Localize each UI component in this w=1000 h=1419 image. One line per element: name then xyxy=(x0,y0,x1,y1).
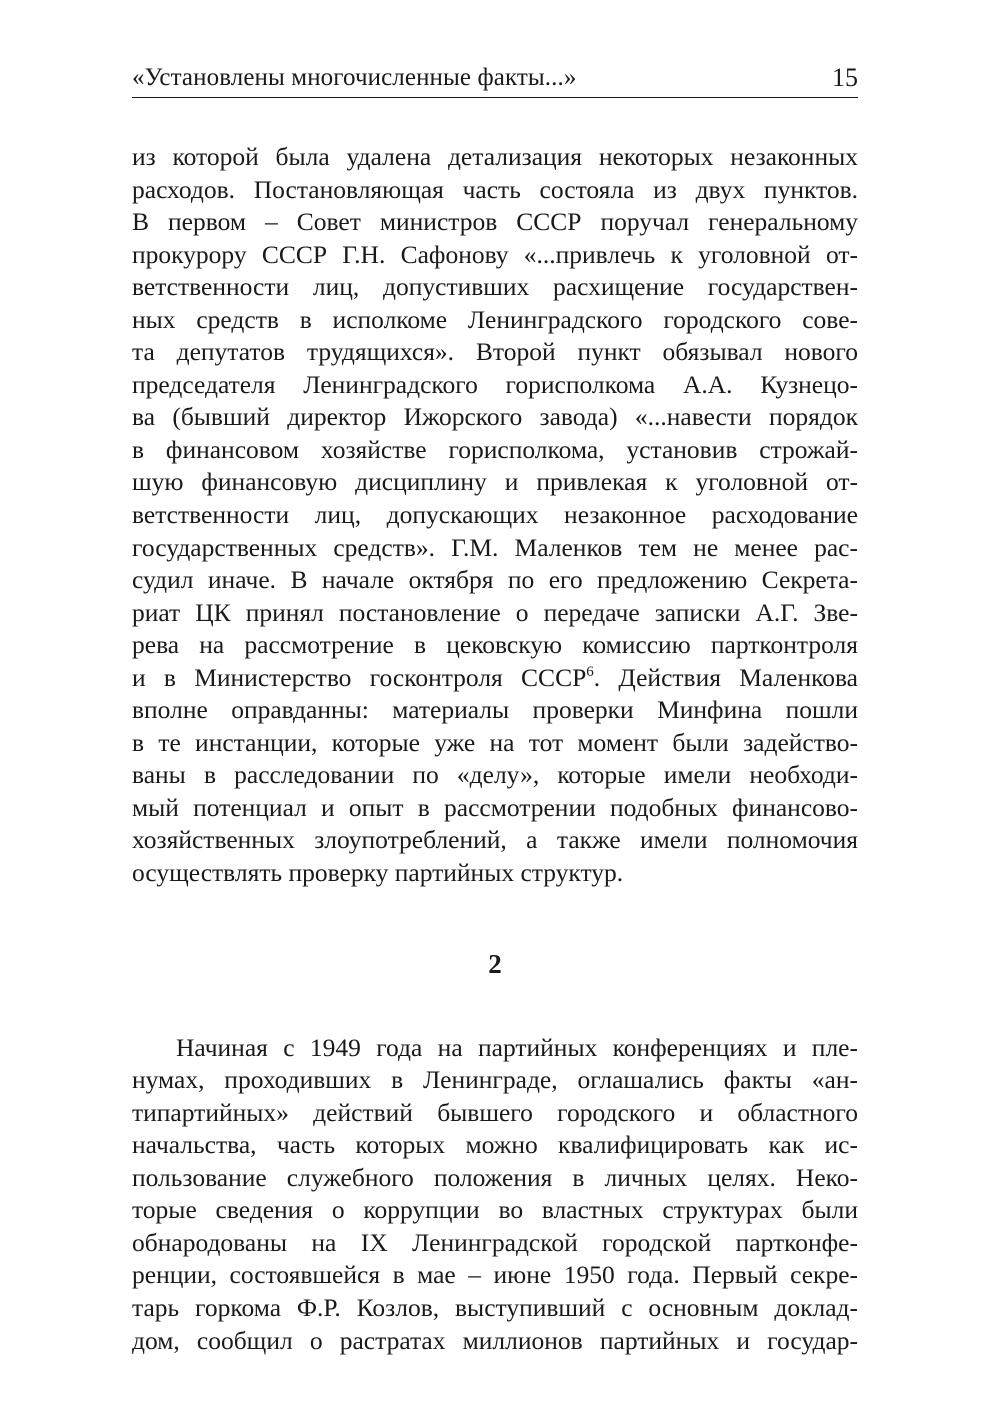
text-line: мый потенциал и опыт в рассмотрении подобных финансово- xyxy=(132,792,858,822)
text-line: обнародованы на IX Ленинградской городской партконфе- xyxy=(132,1227,858,1257)
text-line: осуществлять проверку партийных структур. xyxy=(132,858,624,888)
text-line: тарь горкома Ф.Р. Козлов, выступивший с основным доклад- xyxy=(132,1292,858,1322)
text-line: та депутатов трудящихся». Второй пункт обязывал нового xyxy=(132,337,858,367)
running-title: «Установлены многочисленные факты...» xyxy=(132,64,577,91)
text-line: типартийных» действий бывшего городского и областного xyxy=(132,1097,858,1127)
text-line: шую финансовую дисциплину и привлекая к уголовной от- xyxy=(132,467,858,497)
text-line: в финансовом хозяйстве горисполкома, установив строжай- xyxy=(132,434,858,464)
text-line: дом, сообщил о растратах миллионов партийных и государ- xyxy=(132,1325,858,1355)
text-line: ветственности лиц, допускающих незаконное расходование xyxy=(132,500,858,530)
text-line: риат ЦК принял постановление о передаче записки А.Г. Зве- xyxy=(132,597,858,627)
text-line: В первом – Совет министров СССР поручал генеральному xyxy=(132,207,858,237)
section-heading: 2 xyxy=(488,948,502,979)
page-number: 15 xyxy=(832,63,858,92)
text-line: прокурору СССР Г.Н. Сафонову «...привлечь к уголовной от- xyxy=(132,239,858,269)
book-page xyxy=(132,62,858,1357)
text-line: в те инстанции, которые уже на тот момент были задейство- xyxy=(132,727,858,757)
text-line: торые сведения о коррупции во властных структурах были xyxy=(132,1195,858,1225)
text-line: из которой была удалена детализация некоторых незаконных xyxy=(132,142,858,171)
text-line: рева на рассмотрение в цековскую комиссию партконтроля xyxy=(132,630,858,660)
text-line: ветственности лиц, допустивших расхищение государствен- xyxy=(132,272,858,302)
paragraph-2 xyxy=(132,1032,858,1357)
text-segment: . Действия Маленкова xyxy=(593,662,858,692)
text-line: вполне оправданны: материалы проверки Минфина пошли xyxy=(132,695,858,725)
footnote-reference[interactable]: 6 xyxy=(586,663,594,680)
text-line: ваны в расследовании по «делу», которые имели необходи- xyxy=(132,760,858,790)
text-line: государственных средств». Г.М. Маленков тем не менее рас- xyxy=(132,532,858,562)
text-line: нумах, проходивших в Ленинграде, оглашались факты «ан- xyxy=(132,1065,858,1095)
text-line: председателя Ленинградского горисполкома А.А. Кузнецо- xyxy=(132,369,858,399)
text-line: ренции, состоявшейся в мае – июне 1950 года. Первый секре- xyxy=(132,1260,858,1290)
text-line: ва (бывший директор Ижорского завода) «...навести порядок xyxy=(132,402,858,432)
text-line: Начиная с 1949 года на партийных конференциях и пле- xyxy=(176,1032,858,1062)
text-line: расходов. Постановляющая часть состояла из двух пунктов. xyxy=(132,174,858,204)
text-line: пользование служебного положения в личных целях. Неко- xyxy=(132,1162,858,1192)
text-line-with-footnote xyxy=(132,662,858,695)
text-line: хозяйственных злоупотреблений, а также имели полномочия xyxy=(132,825,858,855)
text-line: ных средств в исполкоме Ленинградского городского сове- xyxy=(132,304,858,334)
running-header xyxy=(132,62,858,98)
text-line: судил иначе. В начале октября по его предложению Секрета- xyxy=(132,565,858,595)
text-segment: и в Министерство госконтроля СССР xyxy=(132,662,587,692)
text-line: начальства, часть которых можно квалифицировать как ис- xyxy=(132,1130,858,1160)
paragraph-1 xyxy=(132,141,858,890)
